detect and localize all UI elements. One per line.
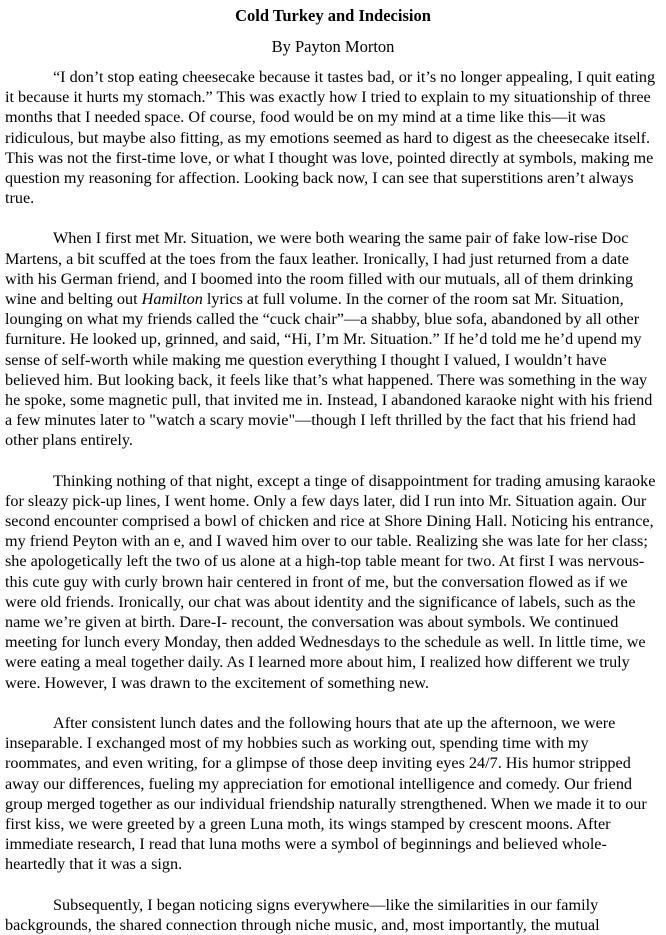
paragraph-2 [5, 228, 661, 450]
paragraph-2-italic-title: Hamilton [141, 290, 203, 309]
paragraph-2-text-before: When I first met Mr. Situation, we were both wearing the same pair of fake low-rise Doc Martens, a bit scuffed at the toes from the faux leather. Ironically, I had just returned from a date with his German friend, and I boomed into the room filled with our mutuals, all of them drinking wine and belting out [5, 229, 634, 309]
paragraph-5: Subsequently, I began noticing signs everywhere—like the similarities in our family backgrounds, the shared connection through niche music, and, most importantly, the mutual [5, 895, 600, 934]
document-byline: By Payton Morton [271, 37, 395, 56]
document-title: Cold Turkey and Indecision [235, 6, 431, 25]
paragraph-2-text-after: lyrics at full volume. In the corner of the room sat Mr. Situation, lounging on what my friends called the “cuck chair”—a shabby, blue sofa, abandoned by all other furniture. He looked up, grinned, and said, “Hi, I’m Mr. Situation.” If he’d told me he’d upend my sense of self-worth while making me question everything I thought I valued, I wouldn’t have believed him. But looking back, it feels like that’s what happened. There was something in the way he spoke, some magnetic pull, that invited me in. Instead, I abandoned karaoke night with his friend a few minutes later to "watch a scary movie"—though I left thrilled by the fact that his friend had other plans entirely. [5, 290, 653, 450]
paragraph-3: Thinking nothing of that night, except a tinge of disappointment for trading amusing karaoke for sleazy pick-up lines, I went home. Only a few days later, did I run into Mr. Situation again. Our second encounter comprised a bowl of chicken and rice at Shore Dining Hall. Noticing his entrance, my friend Peyton with an e, and I waved him over to our table. Realizing she was late for her class; she apologetically left the two of us alone at a high-top table meant for two. At first I was nervous- this cute guy with curly brown hair centered in front of me, but the conversation flowed as if we were old friends. Ironically, our chat was about identity and the significance of labels, such as the name we’re given at birth. Dare-I- recount, the conversation was about symbols. We continued meeting for lunch every Monday, then added Wednesdays to the schedule as well. In little time, we were eating a meal together daily. As I learned more about him, I realized how different we truly were. However, I was drawn to the excitement of something new. [5, 471, 656, 692]
paragraph-1: “I don’t stop eating cheesecake because it tastes bad, or it’s no longer appealing, I quit eating it because it hurts my stomach.” This was exactly how I tried to explain to my situationship of three months that I needed space. Of course, food would be on my mind at a time like this—it was ridiculous, but maybe also fitting, as my emotions seemed as hard to digest as the cheesecake itself. This was not the first-time love, or what I thought was love, pointed directly at symbols, making me question my reasoning for affection. Looking back now, I can see that superstitions aren’t always true. [5, 68, 656, 208]
paragraph-4: After consistent lunch dates and the following hours that ate up the afternoon, we were inseparable. I exchanged most of my hobbies such as working out, spending time with my roommates, and even writing, for a glimpse of those deep inviting eyes 24/7. His humor stripped away our differences, fueling my appreciation for emotional intelligence and comedy. Our friend group merged together as our individual friendship naturally strengthened. When we made it to our first kiss, we were greeted by a green Luna moth, its wings stamped by crescent moons. After immediate research, I read that luna moths were a symbol of beginnings and believed whole-heartedly that it was a sign. [5, 713, 647, 874]
